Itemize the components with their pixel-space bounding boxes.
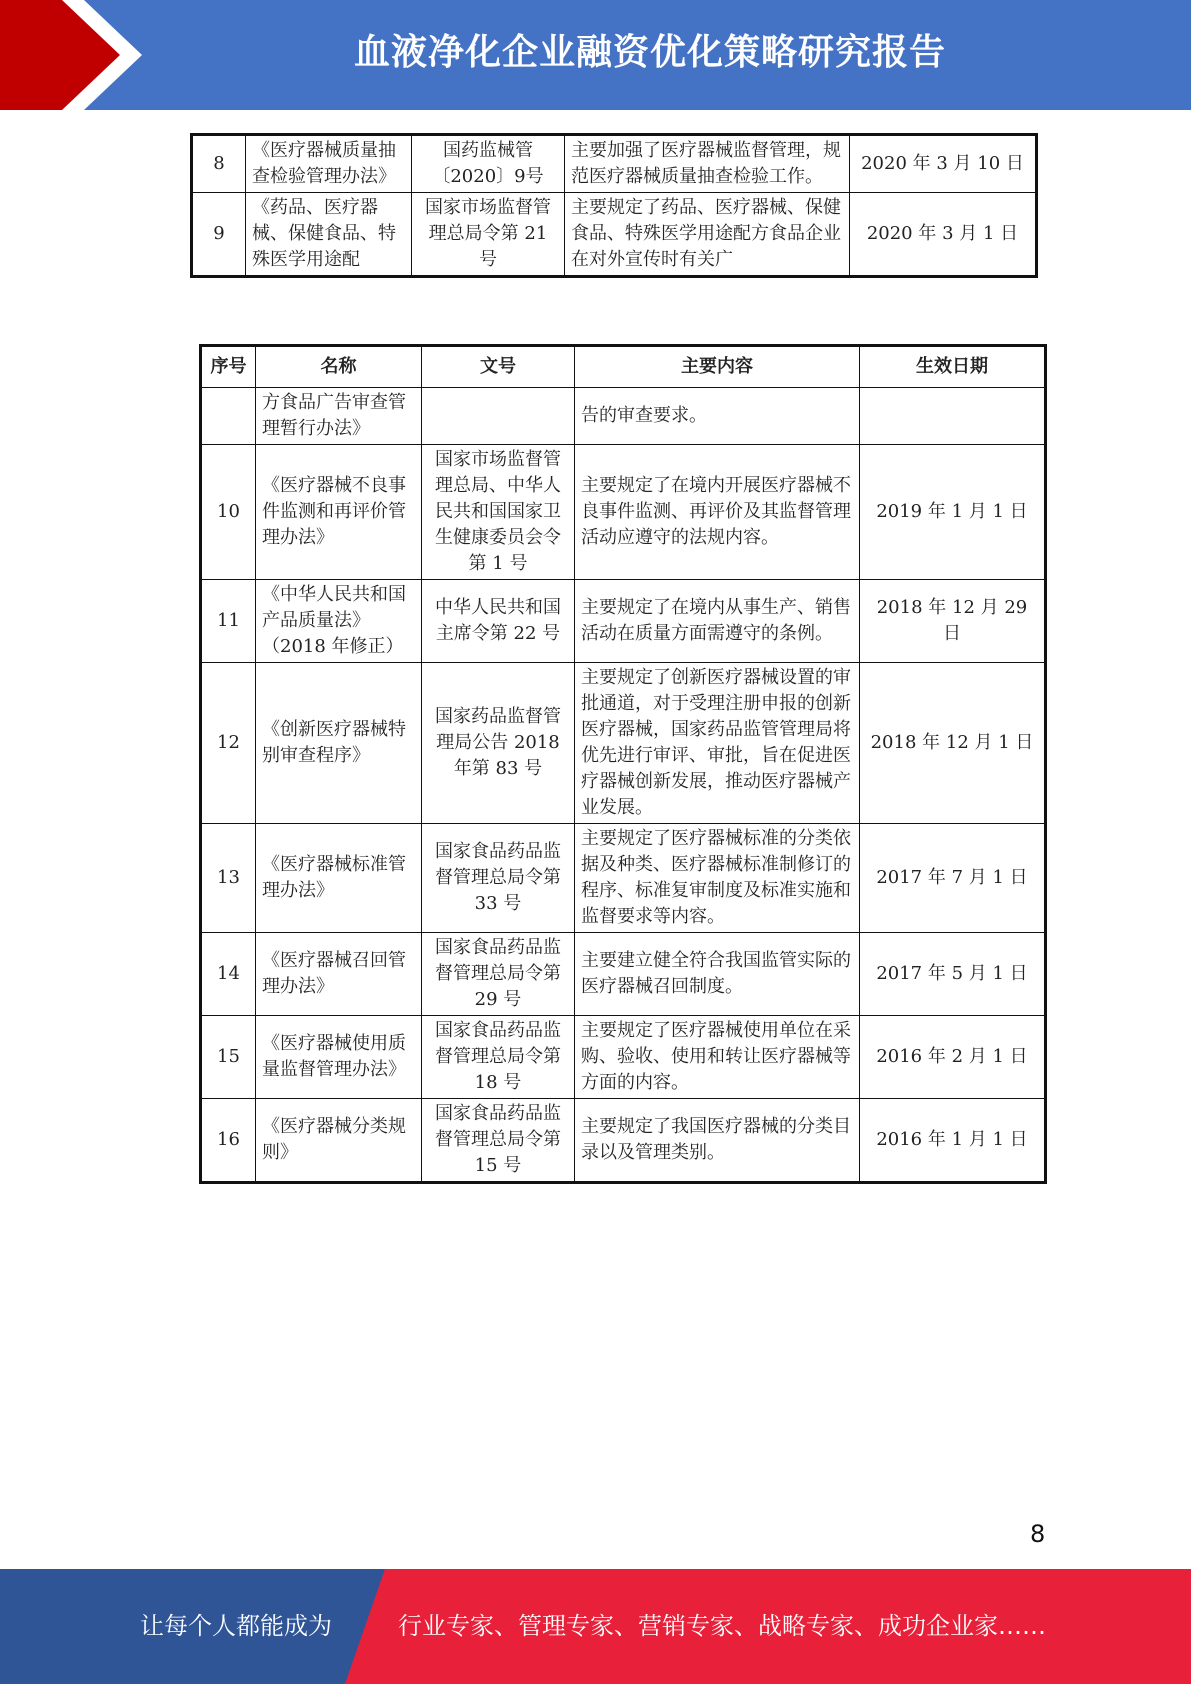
main-content: 主要建立健全符合我国监管实际的医疗器械召回制度。 xyxy=(575,933,860,1016)
main-content: 主要规定了在境内从事生产、销售活动在质量方面需遵守的条例。 xyxy=(575,580,860,663)
regulation-table xyxy=(199,344,1047,1184)
effective-date: 2018 年 12 月 1 日 xyxy=(860,663,1046,824)
effective-date: 2018 年 12 月 29 日 xyxy=(860,580,1046,663)
effective-date: 2020 年 3 月 1 日 xyxy=(850,193,1037,277)
row-number: 15 xyxy=(201,1016,256,1099)
document-number: 国家食品药品监督管理总局令第 29 号 xyxy=(422,933,575,1016)
main-content: 告的审查要求。 xyxy=(575,388,860,445)
effective-date: 2017 年 7 月 1 日 xyxy=(860,824,1046,933)
header-content: 主要内容 xyxy=(575,346,860,388)
regulation-name: 《医疗器械标准管理办法》 xyxy=(256,824,422,933)
document-number: 中华人民共和国主席令第 22 号 xyxy=(422,580,575,663)
table-row xyxy=(201,445,1046,580)
effective-date xyxy=(860,388,1046,445)
effective-date: 2020 年 3 月 10 日 xyxy=(850,135,1037,193)
page-footer xyxy=(0,1569,1191,1684)
table-row-continuation xyxy=(201,388,1046,445)
regulation-name: 《医疗器械使用质量监督管理办法》 xyxy=(256,1016,422,1099)
regulation-name: 《医疗器械质量抽查检验管理办法》 xyxy=(246,135,412,193)
document-number: 国家食品药品监督管理总局令第 33 号 xyxy=(422,824,575,933)
table-row xyxy=(192,135,1037,193)
regulation-name: 《创新医疗器械特别审查程序》 xyxy=(256,663,422,824)
row-number: 14 xyxy=(201,933,256,1016)
main-content: 主要规定了在境内开展医疗器械不良事件监测、再评价及其监督管理活动应遵守的法规内容。 xyxy=(575,445,860,580)
header-date: 生效日期 xyxy=(860,346,1046,388)
row-number: 8 xyxy=(192,135,246,193)
regulation-name: 《医疗器械召回管理办法》 xyxy=(256,933,422,1016)
page-header xyxy=(0,0,1191,110)
footer-slogan-left: 让每个人都能成为 xyxy=(140,1612,332,1640)
footer-slogan-right: 行业专家、管理专家、营销专家、战略专家、成功企业家…… xyxy=(398,1612,1046,1640)
header-name: 名称 xyxy=(256,346,422,388)
table-row xyxy=(201,1016,1046,1099)
document-number: 国家食品药品监督管理总局令第 18 号 xyxy=(422,1016,575,1099)
row-number: 13 xyxy=(201,824,256,933)
row-number: 12 xyxy=(201,663,256,824)
row-number: 10 xyxy=(201,445,256,580)
main-content: 主要加强了医疗器械监督管理，规范医疗器械质量抽查检验工作。 xyxy=(565,135,850,193)
regulation-name: 《医疗器械分类规则》 xyxy=(256,1099,422,1183)
effective-date: 2019 年 1 月 1 日 xyxy=(860,445,1046,580)
table-row xyxy=(201,824,1046,933)
row-number: 9 xyxy=(192,193,246,277)
regulation-name: 《药品、医疗器械、保健食品、特殊医学用途配 xyxy=(246,193,412,277)
table-row xyxy=(201,663,1046,824)
document-number: 国家食品药品监督管理总局令第 15 号 xyxy=(422,1099,575,1183)
report-title: 血液净化企业融资优化策略研究报告 xyxy=(353,32,946,73)
main-content: 主要规定了我国医疗器械的分类目录以及管理类别。 xyxy=(575,1099,860,1183)
row-number xyxy=(201,388,256,445)
regulation-table-continued xyxy=(190,133,1038,278)
row-number: 11 xyxy=(201,580,256,663)
table-row xyxy=(201,580,1046,663)
regulation-name: 方食品广告审查管理暂行办法》 xyxy=(256,388,422,445)
main-content: 主要规定了医疗器械使用单位在采购、验收、使用和转让医疗器械等方面的内容。 xyxy=(575,1016,860,1099)
document-number xyxy=(422,388,575,445)
table-row xyxy=(192,193,1037,277)
table-header-row xyxy=(201,346,1046,388)
effective-date: 2016 年 1 月 1 日 xyxy=(860,1099,1046,1183)
table-row xyxy=(201,1099,1046,1183)
effective-date: 2016 年 2 月 1 日 xyxy=(860,1016,1046,1099)
regulation-name: 《中华人民共和国产品质量法》（2018 年修正） xyxy=(256,580,422,663)
row-number: 16 xyxy=(201,1099,256,1183)
document-number: 国家市场监督管理总局、中华人民共和国国家卫生健康委员会令第 1 号 xyxy=(422,445,575,580)
header-doc: 文号 xyxy=(422,346,575,388)
header-no: 序号 xyxy=(201,346,256,388)
table-row xyxy=(201,933,1046,1016)
document-number: 国药监械管〔2020〕9号 xyxy=(412,135,565,193)
document-number: 国家药品监督管理局公告 2018 年第 83 号 xyxy=(422,663,575,824)
effective-date: 2017 年 5 月 1 日 xyxy=(860,933,1046,1016)
regulation-name: 《医疗器械不良事件监测和再评价管理办法》 xyxy=(256,445,422,580)
document-number: 国家市场监督管理总局令第 21 号 xyxy=(412,193,565,277)
main-content: 主要规定了创新医疗器械设置的审批通道，对于受理注册申报的创新医疗器械，国家药品监管管理局将优先进行审评、审批，旨在促进医疗器械创新发展，推动医疗器械产业发展。 xyxy=(575,663,860,824)
main-content: 主要规定了药品、医疗器械、保健食品、特殊医学用途配方食品企业在对外宣传时有关广 xyxy=(565,193,850,277)
header-red-arrow xyxy=(0,0,120,110)
page-number: 8 xyxy=(1030,1520,1046,1548)
main-content: 主要规定了医疗器械标准的分类依据及种类、医疗器械标准制修订的程序、标准复审制度及标准实施和监督要求等内容。 xyxy=(575,824,860,933)
